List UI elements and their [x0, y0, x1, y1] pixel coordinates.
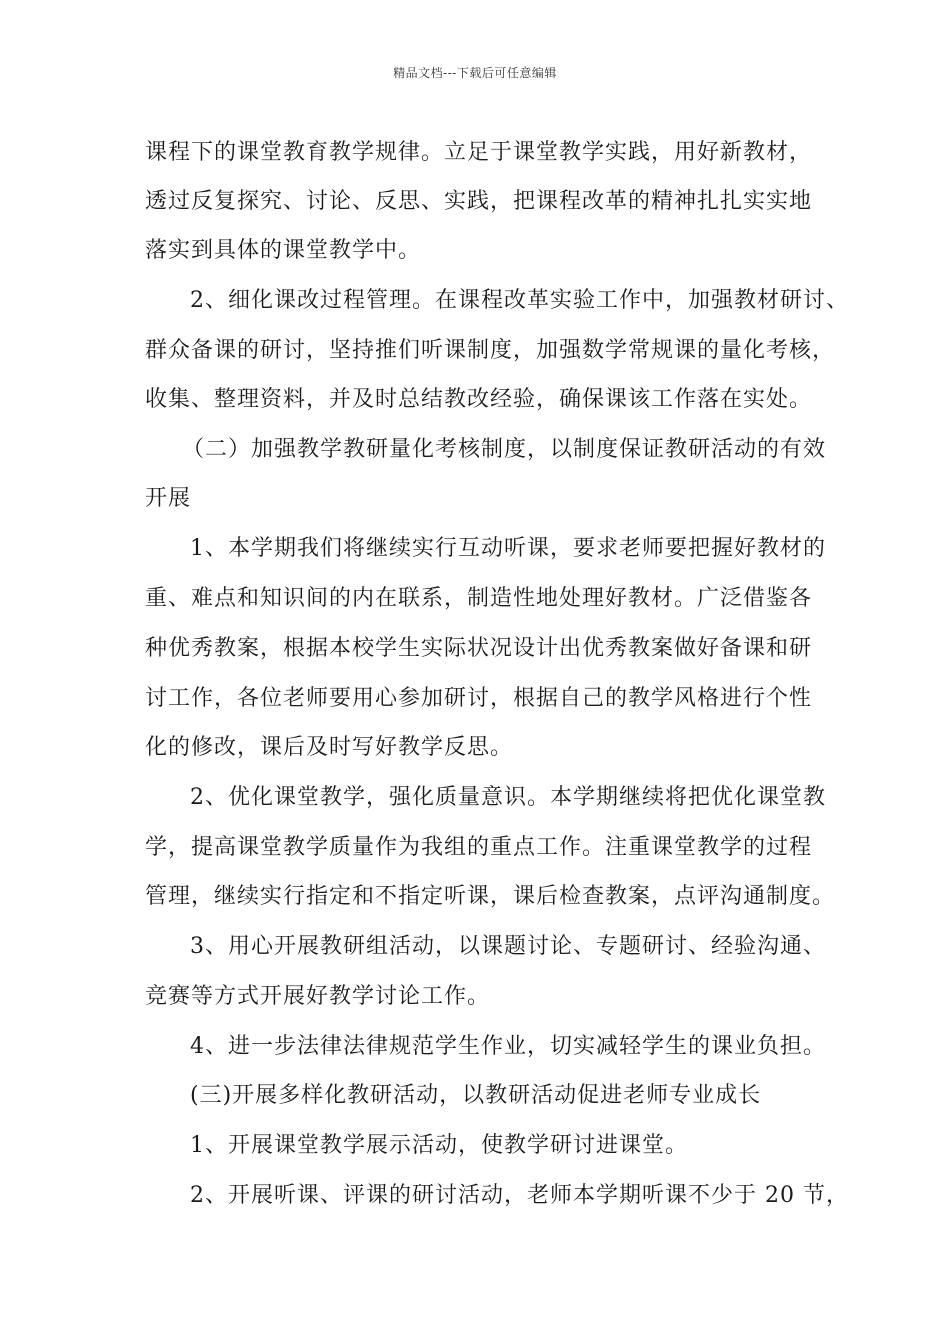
body-text-line: 收集、整理资料，并及时总结教改经验，确保课该工作落在实处。 — [145, 387, 813, 412]
body-text-line: 学，提高课堂教学质量作为我组的重点工作。注重课堂教学的过程 — [145, 835, 813, 860]
body-text-line: 1、开展课堂教学展示活动，使教学研讨进课堂。 — [190, 1133, 688, 1158]
body-text-line: 2、细化课改过程管理。在课程改革实验工作中，加强教材研讨、 — [190, 288, 849, 313]
body-text-line: 管理，继续实行指定和不指定听课，课后检查教案，点评沟通制度。 — [145, 884, 836, 909]
body-text-line: 2、优化课堂教学，强化质量意识。本学期继续将把优化课堂教 — [190, 785, 826, 810]
body-text-line: 课程下的课堂教育教学规律。立足于课堂教学实践，用好新教材， — [145, 140, 813, 165]
body-text-line: 种优秀教案，根据本校学生实际状况设计出优秀教案做好备课和研 — [145, 636, 813, 661]
body-text-line: 群众备课的研讨，坚持推们听课制度，加强数学常规课的量化考核， — [145, 338, 836, 363]
section-heading-line: (三)开展多样化教研活动，以教研活动促进老师专业成长 — [190, 1083, 762, 1108]
body-text-line: 3、用心开展教研组活动，以课题讨论、专题研讨、经验沟通、 — [190, 934, 826, 959]
body-text-line: 竞赛等方式开展好教学讨论工作。 — [145, 984, 491, 1009]
body-text-line: 讨工作，各位老师要用心参加研讨，根据自己的教学风格进行个性 — [145, 686, 813, 711]
body-text-line: 透过反复探究、讨论、反思、实践，把课程改革的精神扎扎实实地 — [145, 189, 813, 214]
body-text-line: 化的修改，课后及时写好教学反思。 — [145, 735, 514, 760]
section-heading-line: （二）加强教学教研量化考核制度，以制度保证教研活动的有效 — [182, 437, 827, 462]
body-text-line: 4、进一步法律法律规范学生作业，切实减轻学生的课业负担。 — [190, 1034, 826, 1059]
body-text-line: 1、本学期我们将继续实行互动听课，要求老师要把握好教材的 — [190, 536, 826, 561]
body-text-line: 2、开展听课、评课的研讨活动，老师本学期听课不少于 20 节， — [190, 1183, 849, 1208]
body-text-line: 落实到具体的课堂教学中。 — [145, 238, 422, 263]
body-text-line: 重、难点和知识间的内在联系，制造性地处理好教材。广泛借鉴各 — [145, 586, 813, 611]
section-heading-line: 开展 — [145, 486, 192, 511]
page-header: 精品文档---下载后可任意编辑 — [393, 66, 557, 80]
